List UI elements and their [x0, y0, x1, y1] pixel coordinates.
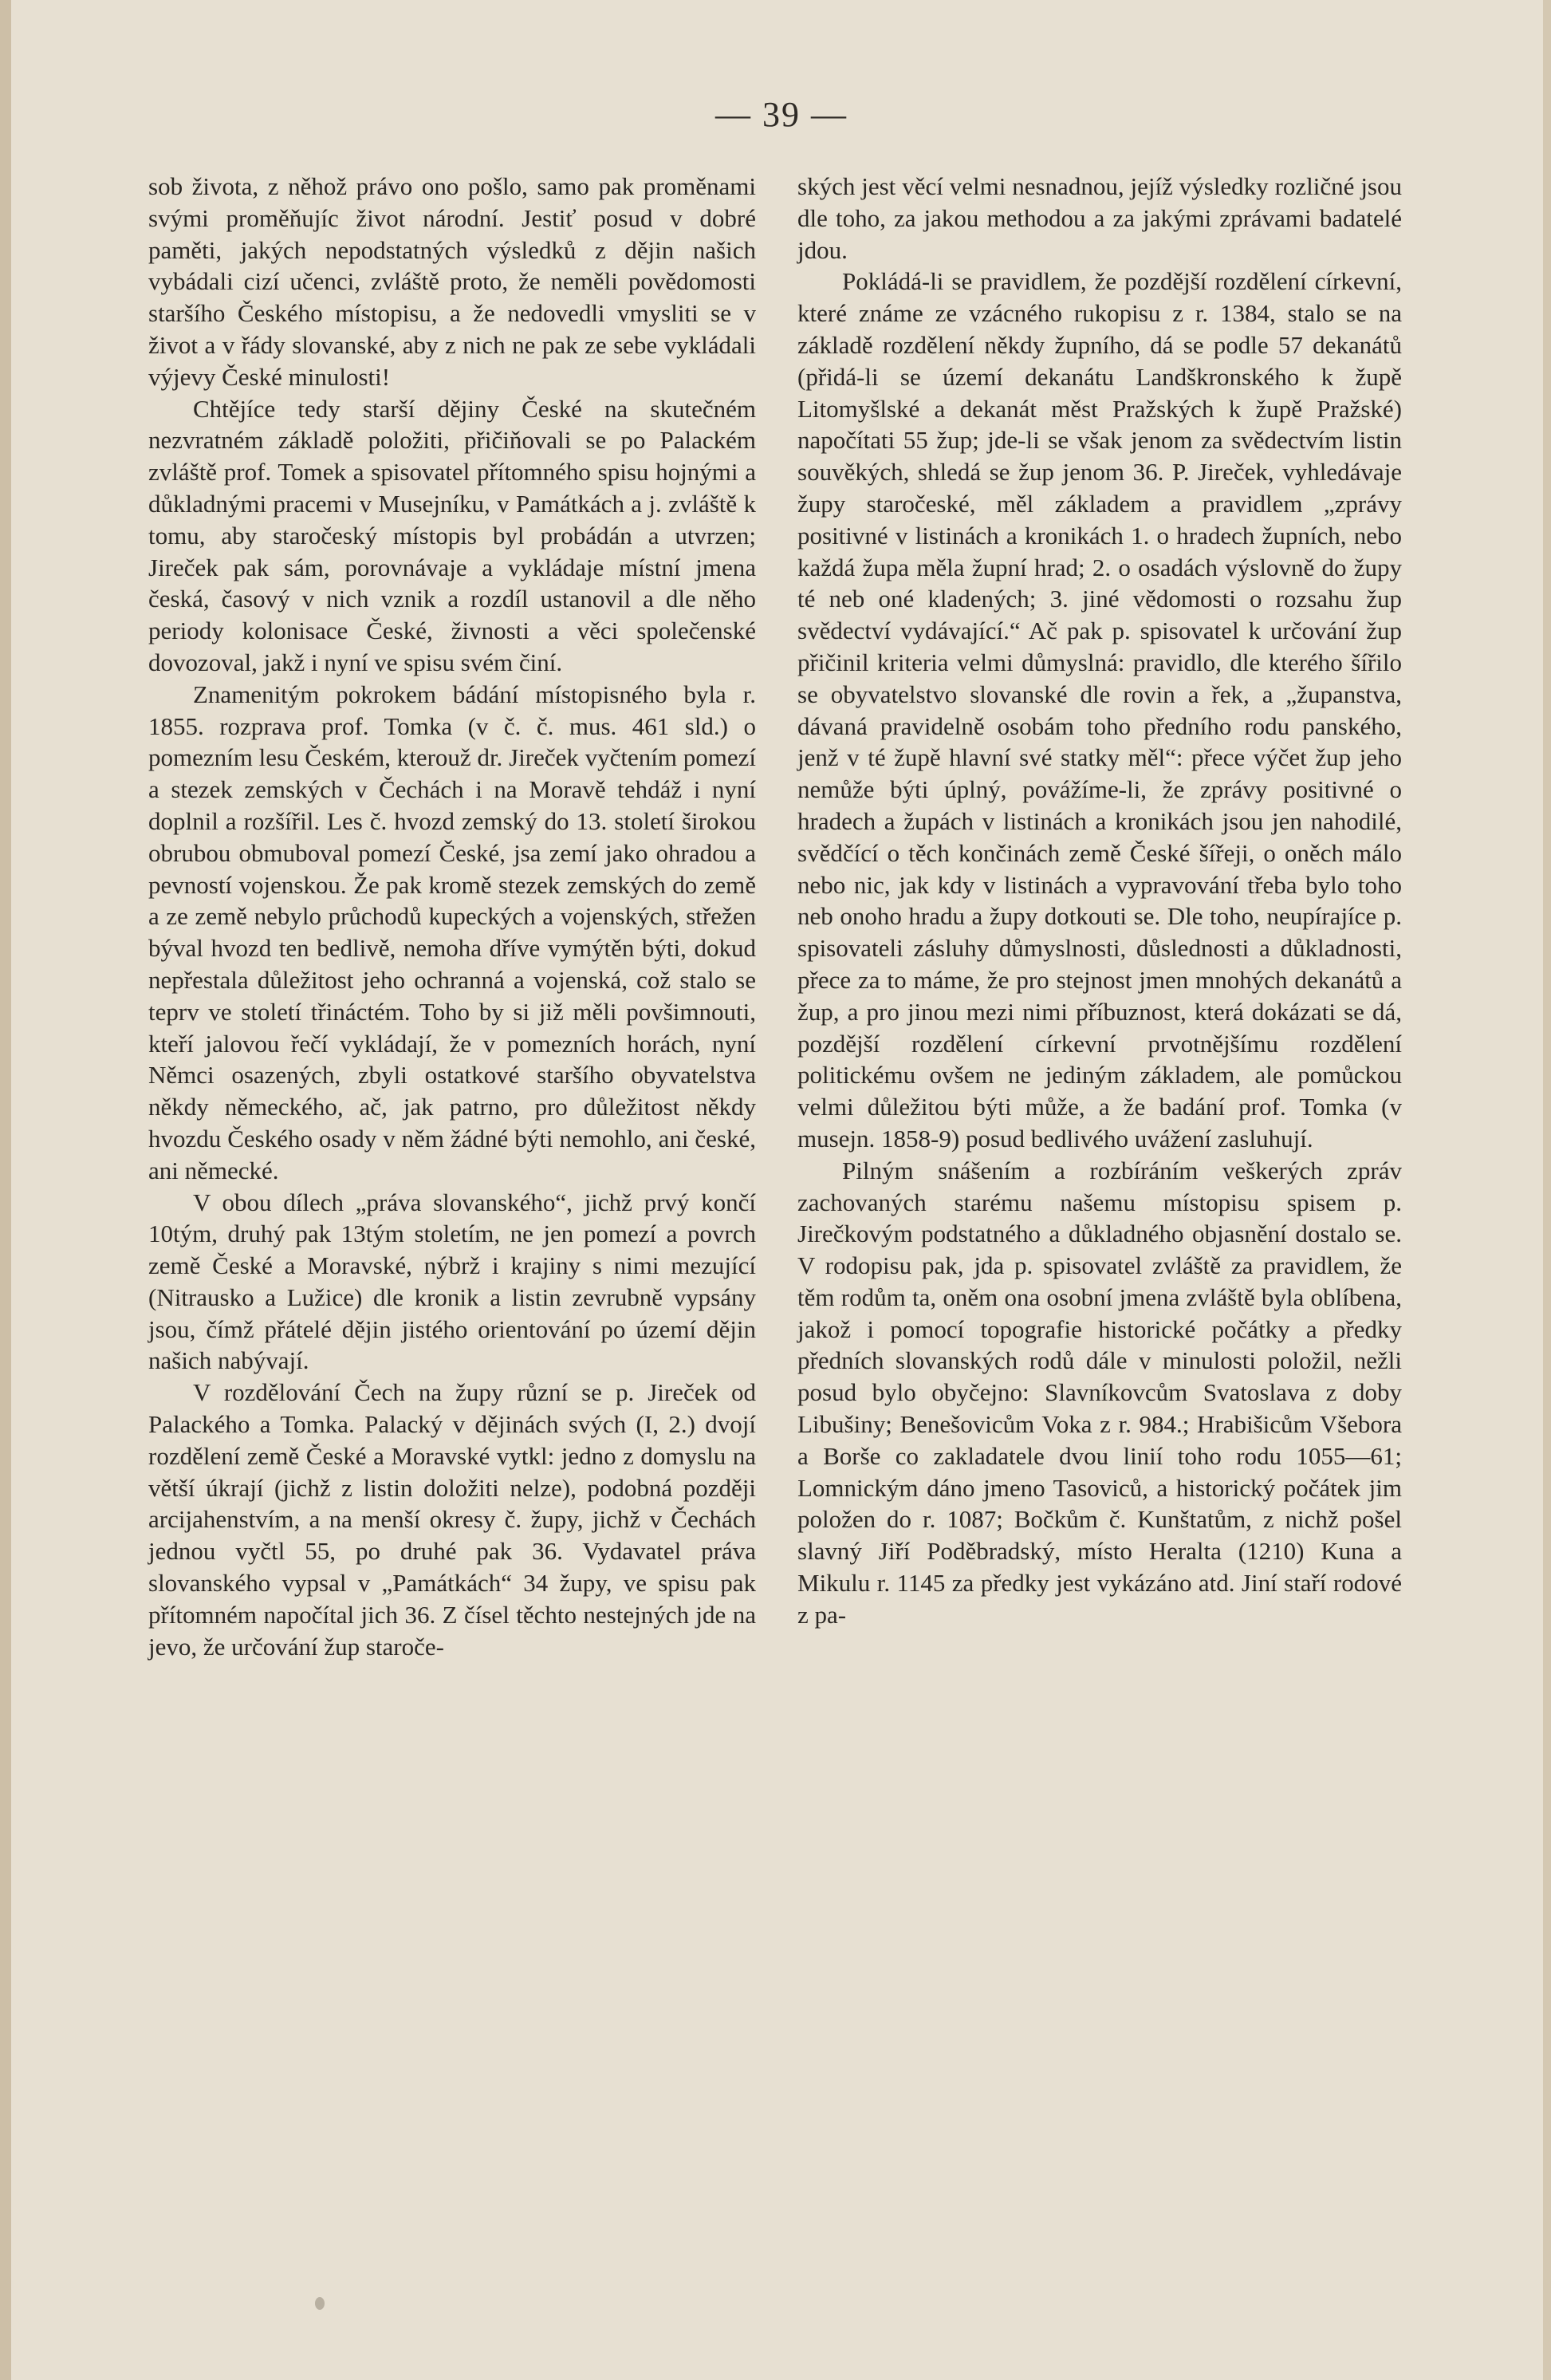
ink-spot	[315, 2297, 325, 2310]
left-paragraph-5: V rozdělování Čech na župy různí se p. Jireček od Palackého a Tomka. Palacký v dějinách svých (I, 2.) dvojí rozdělení země České a Moravské vytkl: jedno z domyslu na větší úkrají (jichž z listin doložiti nelze), podobná později arcijahenstvím, a na menší okresy č. župy, jichž v Čechách jednou vyčtl 55, po druhé pak 36. Vydavatel práva slovanského vypsal v „Památkách“ 34 župy, ve spisu pak přítomném napočítal jich 36. Z čísel těchto nestejných jde na jevo, že určování žup staroče-	[148, 1378, 756, 1661]
right-paragraph-3: Pilným snášením a rozbíráním veškerých zpráv zachovaných starému našemu místopisu spisem p. Jirečkovým podstatného a důkladného objasnění dostalo se. V rodopisu pak, jda p. spisovatel zvláště za pravidlem, že těm rodům ta, oněm ona osobní jmena zvláště byla oblíbena, jakož i pomocí topografie historické počátky a předky předních slovanských rodů dále v minulosti položil, nežli posud bylo obyčejno: Slavníkovcům Svatoslava z doby Libušiny; Benešovicům Voka z r. 984.; Hrabišicům Všebora a Borše co zakladatele dvou linií toho rodu 1055—61; Lomnickým dáno jmeno Tasoviců, a historický počátek jim položen do r. 1087; Bočkům č. Kunštatům, z nichž pošel slavný Jiří Poděbradský, místo Heralta (1210) Kuna a Mikulu r. 1145 za předky jest vykázáno atd. Jiní staří rodové z pa-	[797, 1156, 1402, 1629]
left-column	[148, 171, 756, 1662]
right-column	[797, 171, 1402, 1631]
left-paragraph-2: Chtějíce tedy starší dějiny České na skutečném nezvratném základě položiti, přičiňovali se po Palackém zvláště prof. Tomek a spisovatel přítomného spisu hojnými a důkladnými pracemi v Musejníku, v Památkách a j. zvláště k tomu, aby staročeský místopis byl probádán a utvrzen; Jireček pak sám, porovnávaje a vykládaje místní jmena česká, časový v nich vznik a rozdíl ustanovil a dle něho periody kolonisace České, živnosti a věci společenské dovozoval, jakž i nyní ve spisu svém činí.	[148, 394, 756, 676]
left-paragraph-3: Znamenitým pokrokem bádání místopisného byla r. 1855. rozprava prof. Tomka (v č. č. mus. 461 sld.) o pomezním lesu Českém, kterouž dr. Jireček vyčtením pomezí a stezek zemských v Čechách i na Moravě tehdáž i nyní doplnil a rozšířil. Les č. hvozd zemský do 13. století širokou obrubou obmuboval pomezí České, jsa zemí jako ohradou a pevností vojenskou. Že pak kromě stezek zemských do země a ze země nebylo průchodů kupeckých a vojenských, střežen býval hvozd ten bedlivě, nemoha dříve vymýtěn býti, dokud nepřestala důležitost jeho ochranná a vojenská, což stalo se teprv ve století třináctém. Toho by si již měli povšimnouti, kteří jalovou řečí vykládají, že v pomezních horách, nyní Němci osazených, zbyli ostatkové staršího obyvatelstva někdy německého, ač, jak patrno, pro důležitost někdy hvozdu Českého osady v něm žádné býti nemohlo, ani české, ani německé.	[148, 680, 756, 1184]
page-right-edge	[1543, 0, 1551, 2380]
left-paragraph-1: sob života, z něhož právo ono pošlo, samo pak proměnami svými proměňujíc život národní. Jestiť posud v dobré paměti, jakých nepodstatných výsledků z dějin našich vybádali cizí učenci, zvláště proto, že neměli povědomosti staršího Českého místopisu, a že nedovedli vmysliti se v život a v řády slovanské, aby z nich ne pak ze sebe vykládali výjevy České minulosti!	[148, 172, 756, 391]
page-left-edge	[0, 0, 11, 2380]
left-paragraph-4: V obou dílech „práva slovanského“, jichž prvý končí 10tým, druhý pak 13tým stoletím, ne jen pomezí a povrch země České a Moravské, nýbrž i krajiny s nimi mezující (Nitrausko a Lužice) dle kronik a listin zevrubně vypsány jsou, čímž přátelé dějin jistého orientování po území dějin našich nabývají.	[148, 1188, 756, 1375]
page-number: — 39 —	[715, 95, 848, 134]
right-paragraph-1: ských jest věcí velmi nesnadnou, jejíž výsledky rozličné jsou dle toho, za jakou methodou a za jakými zprávami badatelé jdou.	[797, 172, 1402, 264]
right-paragraph-2: Pokládá-li se pravidlem, že pozdější rozdělení církevní, které známe ze vzácného rukopisu z r. 1384, stalo se na základě rozdělení někdy župního, dá se podle 57 dekanátů (přidá-li se území dekanátu Landškronského k župě Litomyšlské a dekanát měst Pražských k župě Pražské) napočítati 55 žup; jde-li se však jenom za svědectvím listin souvěkých, shledá se žup jenom 36. P. Jireček, vyhledávaje župy staročeské, měl základem a pravidlem „zprávy positivné v listinách a kronikách 1. o hradech župních, nebo každá župa měla župní hrad; 2. o osadách výslovně do župy té neb oné kladených; 3. jiné vědomosti o rozsahu žup svědectví vydávající.“ Ač pak p. spisovatel k určování žup přičinil kriteria velmi důmyslná: pravidlo, dle kterého šířilo se obyvatelstvo slovanské dle rovin a řek, a „županstva, dávaná pravidelně osobám toho předního rodu panského, jenž v té župě hlavní své statky měl“: přece výčet žup jeho nemůže býti úplný, povážíme-li, že zprávy positivné o hradech a župách v listinách a kronikách jsou jen nahodilé, svědčící o těch končinách země České šířeji, o oněch málo nebo nic, jak kdy v listinách a vypravování třeba bylo toho neb onoho hradu a župy dotkouti se. Dle toho, neupírajíce p. spisovateli zásluhy důmyslnosti, důslednosti a důkladnosti, přece za to máme, že pro stejnost jmen mnohých dekanátů a žup, a pro jinou mezi nimi příbuznost, která dokázati se dá, pozdější rozdělení církevní prvotnějšímu rozdělení politickému ovšem ne jediným základem, ale pomůckou velmi důležitou býti může, a že badání prof. Tomka (v musejn. 1858-9) posud bedlivého uvážení zasluhují.	[797, 267, 1402, 1153]
